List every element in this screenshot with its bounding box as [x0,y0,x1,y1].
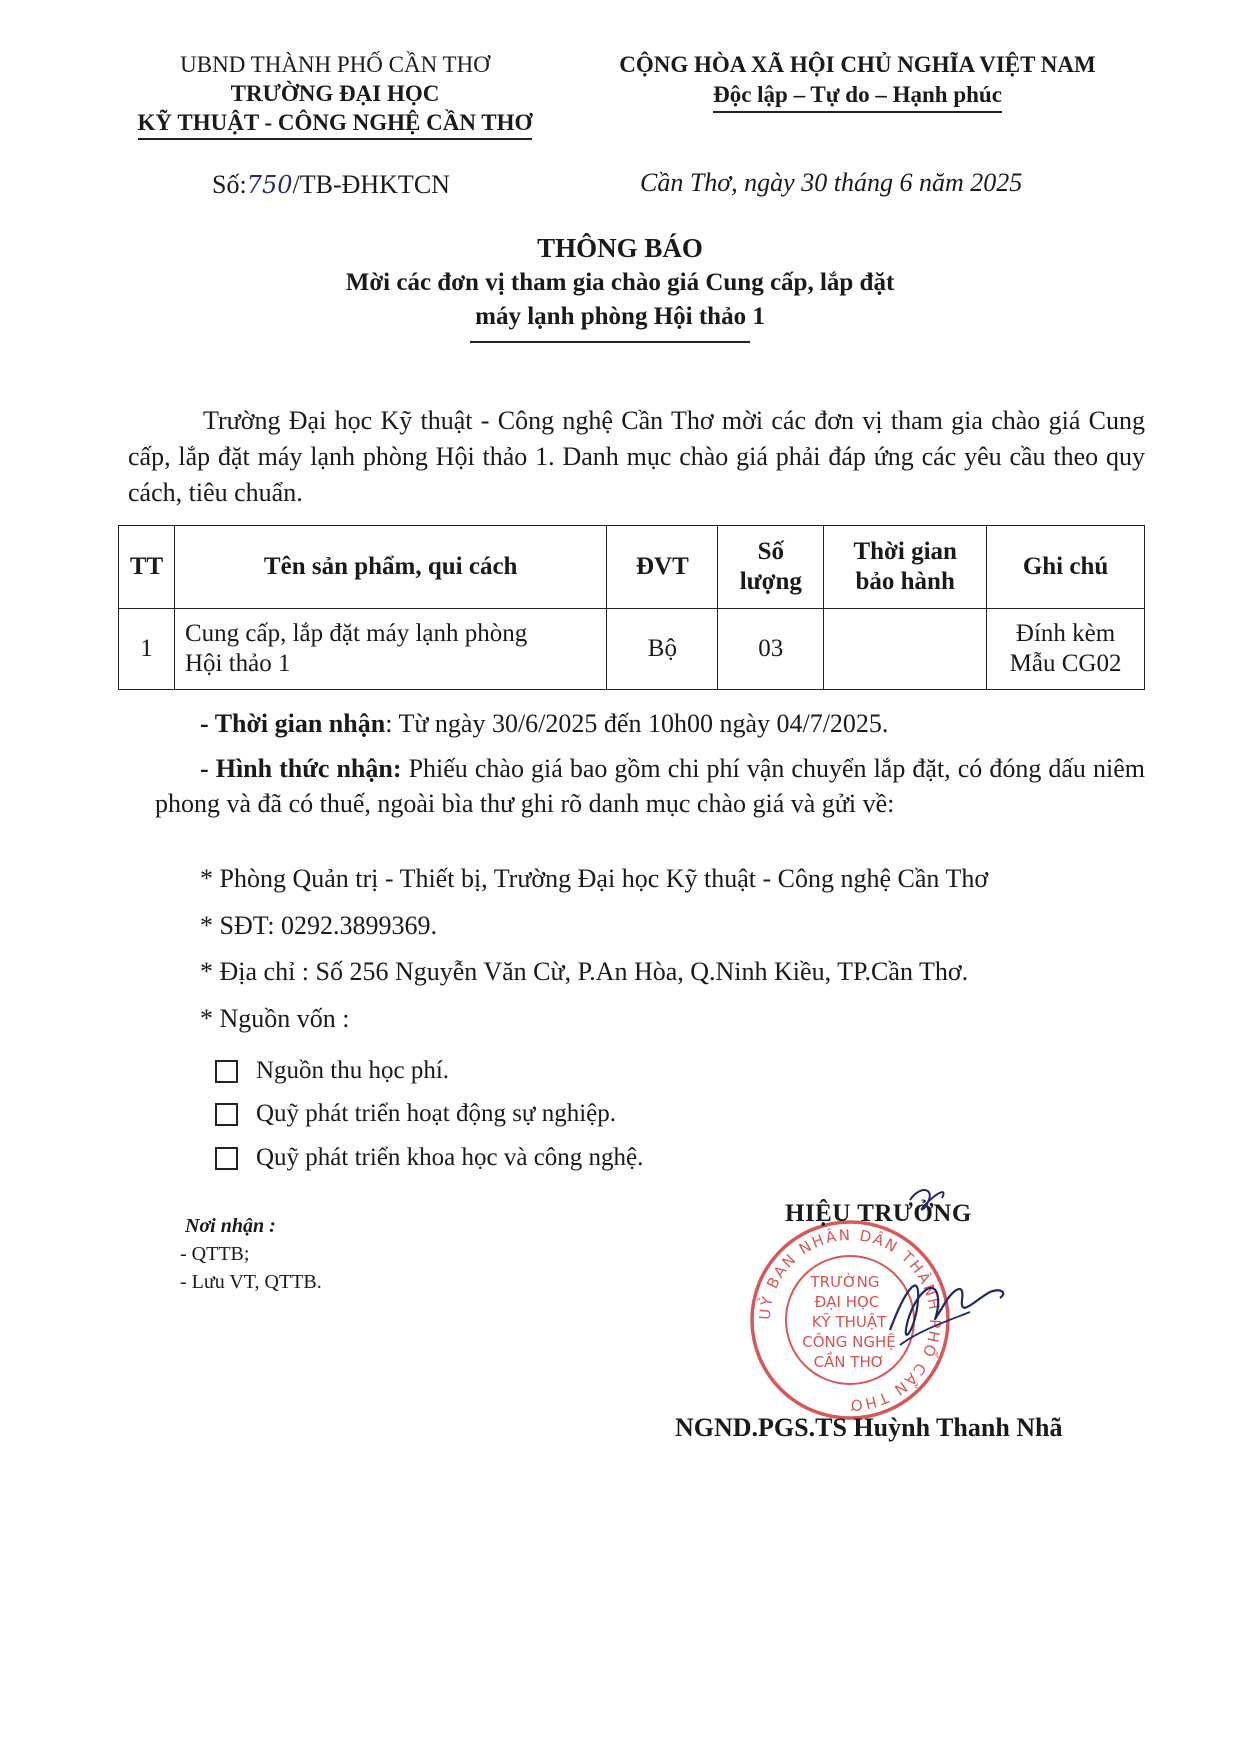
title-underline [470,341,750,343]
checkbox-icon [215,1147,238,1170]
bullet-phone: * SĐT: 0292.3899369. [200,911,438,940]
title-sub-line1: Mời các đơn vị tham gia chào giá Cung cấp, lắp đặt [345,269,895,296]
intro-paragraph: Trường Đại học Kỹ thuật - Công nghệ Cần Thơ mời các đơn vị tham gia chào giá Cung cấp, lắp đặt máy lạnh phòng Hội thảo 1. Danh mục chào giá phải đáp ứng các yêu cầu theo quy cách, tiêu chuẩn. [128,406,1145,507]
school-line: TRƯỜNG ĐẠI HỌC [230,81,440,106]
funding-option-label: Nguồn thu học phí. [256,1057,450,1084]
document-title [220,230,1020,334]
recipients [180,1212,322,1296]
recipients-heading: Nơi nhận : [185,1215,276,1237]
stamp-text-line: CẦN THƠ [813,1353,885,1371]
receive-time [200,707,888,741]
bullet-funding: * Nguồn vốn : [200,1004,350,1033]
stamp-text-line: ĐẠI HỌC [814,1293,880,1311]
authority-line: UBND THÀNH PHỐ CẦN THƠ [180,52,490,77]
checkbox-icon [215,1103,238,1126]
doc-number-suffix: /TB-ĐHKTCN [292,170,450,199]
recipient-item: - Lưu VT, QTTB. [180,1271,322,1293]
receive-form-label: - Hình thức nhận: [200,754,402,783]
stamp-text-line: CÔNG NGHỆ [802,1333,896,1351]
signer-name: NGND.PGS.TS Huỳnh Thanh Nhã [675,1413,1063,1442]
doc-number-prefix: Số: [212,170,247,199]
funding-option-science [215,1143,643,1173]
col-header-unit: ĐVT [607,526,718,609]
col-header-warranty: Thời gian bảo hành [824,526,987,609]
school-name-line: KỸ THUẬT - CÔNG NGHỆ CẦN THƠ [138,108,533,140]
table-header-row [119,526,1145,609]
country-name: CỘNG HÒA XÃ HỘI CHỦ NGHĨA VIỆT NAM [619,52,1096,77]
col-header-name: Tên sản phẩm, qui cách [174,526,606,609]
bullet-address: * Địa chỉ : Số 256 Nguyễn Văn Cừ, P.An Hòa, Q.Ninh Kiều, TP.Cần Thơ. [200,957,969,986]
bullet-department: * Phòng Quản trị - Thiết bị, Trường Đại học Kỹ thuật - Công nghệ Cần Thơ [200,864,989,893]
receive-time-text: : Từ ngày 30/6/2025 đến 10h00 ngày 04/7/2025. [385,709,889,738]
col-header-quantity: Số lượng [718,526,824,609]
document-date: Cần Thơ, ngày 30 tháng 6 năm 2025 [640,168,1023,197]
cell-quantity: 03 [718,609,824,690]
checkbox-icon [215,1060,238,1083]
receive-time-label: - Thời gian nhận [200,709,386,738]
recipient-item: - QTTB; [180,1243,250,1265]
stamp-ring-text: UỶ BAN NHÂN DÂN THÀNH PHỐ CẦN THƠ [755,1225,945,1415]
stamp-text-line: KỸ THUẬT [811,1313,887,1331]
cell-name: Cung cấp, lắp đặt máy lạnh phòng Hội thảo 1 [174,609,606,690]
col-header-note: Ghi chú [987,526,1145,609]
title-sub-line2: máy lạnh phòng Hội thảo 1 [475,303,765,330]
document-number [212,170,450,200]
doc-number-handwritten: 750 [246,171,293,199]
funding-option-tuition [215,1056,449,1086]
signer-title: HIỆU TRƯỞNG [785,1200,972,1227]
funding-option-label: Quỹ phát triển hoạt động sự nghiệp. [256,1100,617,1127]
cell-tt: 1 [119,609,175,690]
stamp-text-line: TRƯỜNG [810,1273,880,1291]
cell-warranty [824,609,987,690]
funding-option-label: Quỹ phát triển khoa học và công nghệ. [256,1144,644,1171]
funding-option-operations [215,1099,616,1129]
col-header-tt: TT [119,526,175,609]
national-motto [575,50,1140,113]
handwritten-signature [880,1180,1020,1360]
receive-form-text: Phiếu chào giá bao gồm chi phí vận chuyển lắp đặt, có đóng dấu niêm phong và đã có thuế, ngoài bìa thư ghi rõ danh mục chào giá và gửi về: [155,754,1145,818]
table-row [119,609,1145,690]
items-table [118,525,1145,690]
issuing-authority [110,50,560,140]
cell-note: Đính kèm Mẫu CG02 [987,609,1145,690]
motto-line: Độc lập – Tự do – Hạnh phúc [713,80,1002,113]
title-main: THÔNG BÁO [537,233,703,263]
receive-form [155,751,1145,821]
cell-unit: Bộ [607,609,718,690]
